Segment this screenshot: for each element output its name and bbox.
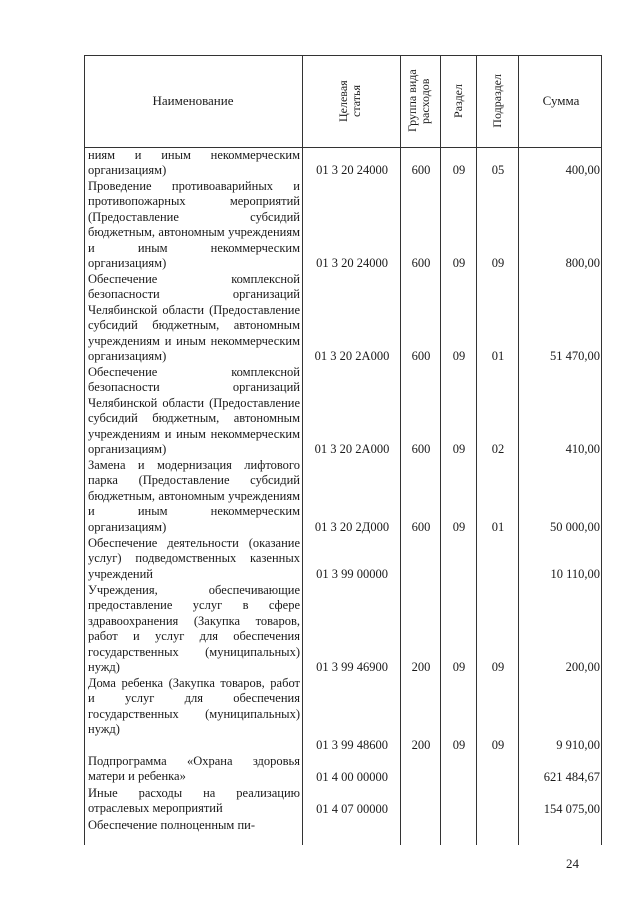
row-group: 600 <box>411 520 431 534</box>
header-subsection: Подраздел <box>489 74 504 128</box>
row-subsection: 05 <box>491 163 505 177</box>
header-section: Раздел <box>450 84 465 118</box>
row-sum: 800,00 <box>565 256 600 270</box>
row-group: 600 <box>411 256 431 270</box>
col-border <box>440 55 441 845</box>
row-section: 09 <box>452 442 466 456</box>
row-name: Подпрограмма «Охрана здоровья матери и ребенка» <box>88 754 300 784</box>
row-subsection: 01 <box>491 349 505 363</box>
row-code: 01 4 00 00000 <box>316 770 388 784</box>
row-name: Проведение противоаварийных и противопожарных мероприятий (Предоставление субсидий бюджетным, автономным учреждениям и иным некоммерческим организациям) <box>88 179 300 271</box>
row-sum: 410,00 <box>565 442 600 456</box>
row-subsection: 09 <box>491 660 505 674</box>
header-code: Целевая статья <box>336 80 363 122</box>
row-name: Иные расходы на реализацию отраслевых мероприятий <box>88 786 300 816</box>
row-subsection: 01 <box>491 520 505 534</box>
col-border <box>400 55 401 845</box>
header-sum: Сумма <box>542 93 580 108</box>
row-code: 01 3 99 46900 <box>316 660 388 674</box>
row-code: 01 3 20 24000 <box>316 256 388 270</box>
row-section: 09 <box>452 349 466 363</box>
row-name: Замена и модернизация лифтового парка (Предоставление субсидий бюджетным, автономным учреждениям и иным некоммерческим организациям) <box>88 458 300 534</box>
row-section: 09 <box>452 256 466 270</box>
row-subsection: 02 <box>491 442 505 456</box>
row-subsection: 09 <box>491 256 505 270</box>
col-border <box>84 55 85 845</box>
row-sum: 621 484,67 <box>543 770 600 784</box>
row-section: 09 <box>452 738 466 752</box>
row-code: 01 3 20 24000 <box>316 163 388 177</box>
row-code: 01 3 20 2А000 <box>314 349 390 363</box>
col-border <box>518 55 519 845</box>
row-group: 600 <box>411 442 431 456</box>
budget-table <box>84 55 602 845</box>
row-name: ниям и иным некоммерческим организациям) <box>88 148 300 178</box>
header-code-cell <box>302 55 400 147</box>
row-sum: 10 110,00 <box>550 567 600 581</box>
header-section-cell <box>440 55 476 147</box>
row-code: 01 3 99 00000 <box>316 567 388 581</box>
row-name: Учреждения, обеспечивающие предоставление услуг в сфере здравоохранения (Закупка товаров, работ и услуг для обеспечения государственных (муниципальных) нужд) <box>88 583 300 675</box>
col-border <box>476 55 477 845</box>
row-sum: 50 000,00 <box>550 520 600 534</box>
page-number: 24 <box>566 856 579 871</box>
row-group: 600 <box>411 163 431 177</box>
row-sum: 9 910,00 <box>556 738 600 752</box>
row-section: 09 <box>452 520 466 534</box>
row-name: Обеспечение деятельности (оказание услуг) подведомственных казенных учреждений <box>88 536 300 581</box>
header-group-cell <box>400 55 440 147</box>
row-name: Обеспечение комплексной безопасности организаций Челябинской области (Предоставление субсидий бюджетным, автономным учреждениям и иным некоммерческим организациям) <box>88 365 300 457</box>
row-sum: 51 470,00 <box>550 349 600 363</box>
row-section: 09 <box>452 660 466 674</box>
row-code: 01 3 99 48600 <box>316 738 388 752</box>
row-group: 200 <box>411 738 431 752</box>
header-subsection-cell <box>476 55 518 147</box>
header-name: Наименование <box>152 93 234 108</box>
row-sum: 400,00 <box>565 163 600 177</box>
row-name: Дома ребенка (Закупка товаров, работ и услуг для обеспечения государственных (муниципальных) нужд) <box>88 676 300 737</box>
row-subsection: 09 <box>491 738 505 752</box>
row-group: 200 <box>411 660 431 674</box>
col-border <box>601 55 602 845</box>
col-border <box>302 55 303 845</box>
row-code: 01 3 20 2Д000 <box>314 520 390 534</box>
row-sum: 200,00 <box>565 660 600 674</box>
row-name: Обеспечение комплексной безопасности организаций Челябинской области (Предоставление субсидий бюджетным, автономным учреждениям и иным некоммерческим организациям) <box>88 272 300 364</box>
row-sum: 154 075,00 <box>543 802 600 816</box>
row-name: Обеспечение полноценным пи- <box>88 818 255 832</box>
row-code: 01 4 07 00000 <box>316 802 388 816</box>
row-group: 600 <box>411 349 431 363</box>
header-group: Группа вида расходов <box>405 69 432 133</box>
row-section: 09 <box>452 163 466 177</box>
row-code: 01 3 20 2А000 <box>314 442 390 456</box>
